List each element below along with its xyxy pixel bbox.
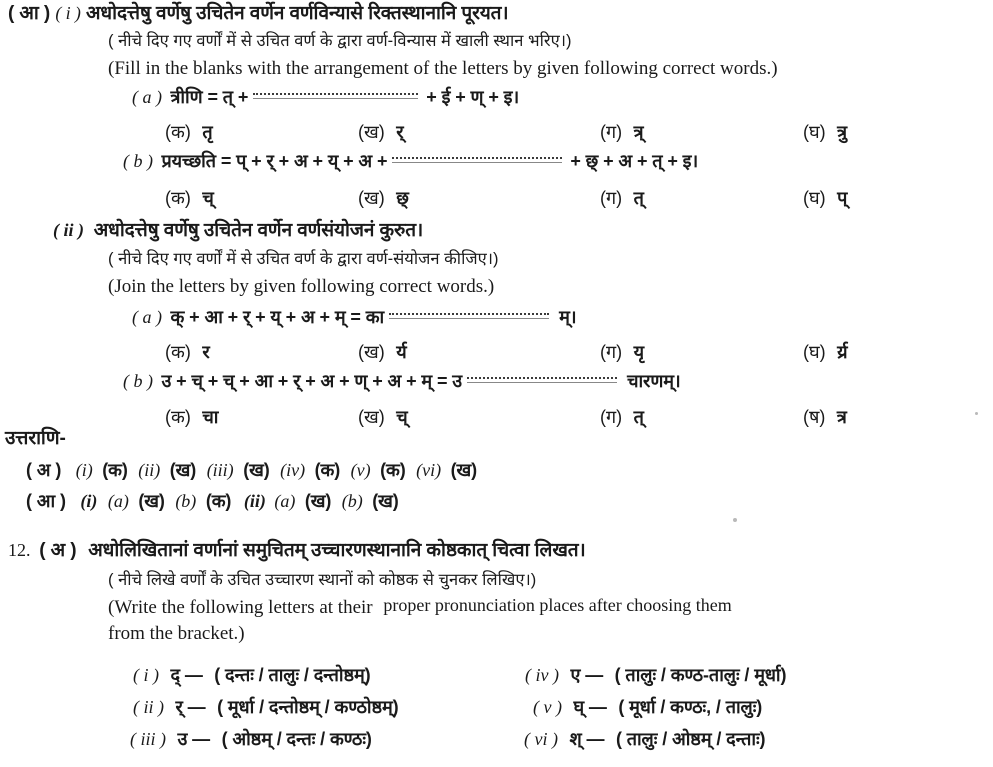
answer-num: (ii) (138, 460, 161, 480)
question-b2-suffix: चारणम्। (627, 371, 681, 391)
pron-item-choices: ( तालुः / ओष्ठम् / दन्ताः) (615, 729, 766, 749)
answer-val: (ख) (243, 460, 270, 480)
option-ka[interactable] (165, 340, 210, 364)
pron-item-marker: ( v ) (533, 697, 562, 717)
question-b1-blank[interactable] (392, 154, 562, 172)
answer-num: (ii) (243, 491, 266, 511)
option-gha[interactable] (803, 186, 847, 210)
option-ga[interactable] (600, 120, 644, 144)
pron-item-choices: ( तालुः / कण्ठ-तालुः / मूर्धा) (614, 665, 787, 685)
option-label: (क) (165, 407, 191, 427)
question-12-label: ( अ ) (39, 540, 77, 561)
question-b2-marker: ( b ) (123, 371, 153, 391)
answer-num: (i) (80, 491, 98, 511)
answer-num: (vi) (416, 460, 442, 480)
option-value: र्य्र (837, 342, 848, 362)
question-b2-blank[interactable] (467, 374, 617, 392)
option-label: (ख) (358, 188, 385, 208)
option-label: (ख) (358, 122, 385, 142)
option-kha[interactable] (358, 340, 407, 364)
pron-item-marker: ( iv ) (525, 665, 559, 685)
pron-item-marker: ( ii ) (133, 697, 164, 717)
answer-num: (iv) (280, 460, 306, 480)
answers-line-aa-label: ( आ ) (26, 491, 66, 511)
option-label: (ग) (600, 188, 623, 208)
option-value: छ् (396, 188, 409, 208)
pron-item-choices: ( मूर्धा / दन्तोष्ठम् / कण्ठोष्ठम्) (217, 697, 399, 717)
option-label: (ष) (803, 407, 826, 427)
section-aa-sub-i-marker: ( i ) (55, 3, 81, 23)
pron-item-letter: श् — (569, 729, 605, 749)
answer-num: (i) (75, 460, 93, 480)
option-label: (ग) (600, 342, 623, 362)
section-aa-sub-ii-hindi: ( नीचे दिए गए वर्णों में से उचित वर्ण के द्वारा वर्ण-संयोजन कीजिए।) (108, 250, 499, 268)
pron-item-iv[interactable] (525, 666, 786, 684)
answer-val: (क) (102, 460, 128, 480)
pron-item-letter: ए — (570, 665, 604, 685)
answer-num: (b) (175, 491, 197, 511)
answer-val: (क) (205, 491, 232, 511)
option-kha[interactable] (358, 120, 404, 144)
answer-val: (ख) (138, 491, 165, 511)
question-a1-line (132, 88, 519, 108)
question-a2-marker: ( a ) (132, 307, 162, 327)
option-ka[interactable] (165, 405, 218, 429)
section-aa-sub-ii-english: (Join the letters by given following correct words.) (108, 276, 495, 297)
pron-item-ii[interactable] (133, 698, 399, 716)
question-b1-line (123, 152, 698, 172)
option-label: (ख) (358, 407, 385, 427)
option-kha[interactable] (358, 405, 408, 429)
pron-item-choices: ( ओष्ठम् / दन्तः / कण्ठः) (221, 729, 372, 749)
answers-line-a-label: ( अ ) (26, 460, 62, 480)
option-value: तृ (202, 122, 213, 142)
option-kha[interactable] (358, 186, 409, 210)
section-aa-sub-ii-heading (53, 221, 423, 240)
question-a1-marker: ( a ) (132, 87, 162, 107)
question-a1-suffix: + ई + ण् + इ। (426, 87, 520, 107)
question-a1-blank[interactable] (253, 90, 418, 108)
answer-num: (a) (107, 491, 129, 511)
option-ka[interactable] (165, 120, 213, 144)
option-gha[interactable] (803, 340, 848, 364)
answer-val: (ख) (450, 460, 478, 480)
option-value: र (202, 342, 210, 362)
option-value: र् (396, 122, 404, 142)
option-value: त्र (836, 407, 847, 427)
question-b2-line (123, 372, 681, 392)
option-label: (ग) (600, 407, 623, 427)
question-b1-prefix: प्रयच्छति = प् + र् + अ + य् + अ + (161, 151, 388, 171)
option-label: (क) (165, 342, 191, 362)
question-b1-suffix: + छ् + अ + त् + इ। (570, 151, 699, 171)
pron-item-letter: र् — (175, 697, 206, 717)
question-12-number: 12. (8, 540, 31, 560)
question-12-hindi: ( नीचे लिखे वर्णों के उचित उच्चारण स्थानों को कोष्ठक से चुनकर लिखिए।) (108, 571, 537, 589)
section-aa-heading (8, 4, 509, 23)
option-value: यृ (633, 342, 645, 362)
option-value: त् (633, 188, 644, 208)
question-b1-marker: ( b ) (123, 151, 153, 171)
option-ka[interactable] (165, 186, 214, 210)
section-aa-sub-ii-sanskrit: अधोदत्तेषु वर्णेषु उचितेन वर्णेन वर्णसंयोजनं कुरुत। (93, 220, 424, 241)
answer-val: (क) (380, 460, 406, 480)
option-value: र्य (396, 342, 407, 362)
question-a2-blank[interactable] (389, 310, 549, 328)
option-ga[interactable] (600, 340, 644, 364)
section-aa-label: ( आ ) (8, 3, 51, 24)
pron-item-letter: द् — (170, 665, 203, 685)
question-b2-prefix: उ + च् + च् + आ + र् + अ + ण् + अ + म् = उ (161, 371, 463, 391)
pron-item-i[interactable] (133, 666, 371, 684)
option-label: (घ) (803, 188, 826, 208)
pron-item-choices: ( मूर्धा / कण्ठः, / तालुः) (618, 697, 763, 717)
option-value: च् (396, 407, 408, 427)
option-ga[interactable] (600, 186, 644, 210)
answer-num: (iii) (206, 460, 234, 480)
option-value: त्रु (837, 122, 848, 142)
option-value: त् (633, 407, 644, 427)
pron-item-marker: ( i ) (133, 665, 159, 685)
pron-item-vi[interactable] (524, 730, 765, 748)
pron-item-letter: उ — (177, 729, 211, 749)
option-sha[interactable] (803, 405, 847, 429)
question-a2-line (132, 308, 577, 328)
option-label: (ख) (358, 342, 385, 362)
answers-line-aa (26, 492, 399, 510)
pron-item-v[interactable] (533, 698, 762, 716)
pron-item-iii[interactable] (130, 730, 372, 748)
option-value: चा (202, 407, 219, 427)
question-a1-prefix: त्रीणि = त् + (170, 87, 249, 107)
answers-heading: उत्तराणि- (5, 428, 66, 449)
question-12-english-part2: proper pronunciation places after choosing them (383, 595, 732, 615)
question-12-sanskrit: अधोलिखितानां वर्णानां समुचितम् उच्चारणस्थानानि कोष्ठकात् चित्वा लिखत। (88, 540, 586, 561)
option-value: त्र् (633, 122, 644, 142)
section-aa-sub-i-hindi: ( नीचे दिए गए वर्णों में से उचित वर्ण के द्वारा वर्ण-विन्यास में खाली स्थान भरिए।) (108, 32, 572, 50)
question-a2-suffix: म्। (559, 307, 577, 327)
question-a2-prefix: क् + आ + र् + य् + अ + म् = का (170, 307, 385, 327)
pron-item-marker: ( vi ) (524, 729, 558, 749)
answers-line-a (26, 461, 477, 479)
section-aa-sub-ii-marker: ( ii ) (53, 220, 84, 240)
question-12-english-line2: from the bracket.) (108, 623, 245, 644)
answer-val: (ख) (372, 491, 399, 511)
answer-num: (a) (274, 491, 296, 511)
pron-item-choices: ( दन्तः / तालुः / दन्तोष्ठम्) (214, 665, 371, 685)
answer-val: (ख) (304, 491, 332, 511)
question-12-heading (8, 541, 586, 560)
option-gha[interactable] (803, 120, 847, 144)
option-label: (घ) (803, 342, 826, 362)
option-value: च् (202, 188, 214, 208)
pron-item-marker: ( iii ) (130, 729, 166, 749)
option-label: (क) (165, 122, 191, 142)
scan-speckle (975, 412, 978, 415)
answer-val: (ख) (169, 460, 197, 480)
pron-item-letter: घ् — (573, 697, 607, 717)
answer-num: (v) (350, 460, 371, 480)
scan-speckle (733, 518, 737, 522)
option-label: (ग) (600, 122, 623, 142)
option-value: प् (837, 188, 848, 208)
option-ga[interactable] (600, 405, 644, 429)
answer-num: (b) (341, 491, 363, 511)
option-label: (घ) (803, 122, 826, 142)
answer-val: (क) (314, 460, 341, 480)
option-label: (क) (165, 188, 191, 208)
section-aa-sub-i-sanskrit: अधोदत्तेषु वर्णेषु उचितेन वर्णेन वर्णविन्यासे रिक्तस्थानानि पूरयत। (86, 3, 509, 24)
section-aa-sub-i-english: (Fill in the blanks with the arrangement of the letters by given following correct words.) (108, 58, 778, 79)
question-12-english-line1 (108, 595, 732, 618)
question-12-english-part1: (Write the following letters at their (108, 597, 373, 618)
